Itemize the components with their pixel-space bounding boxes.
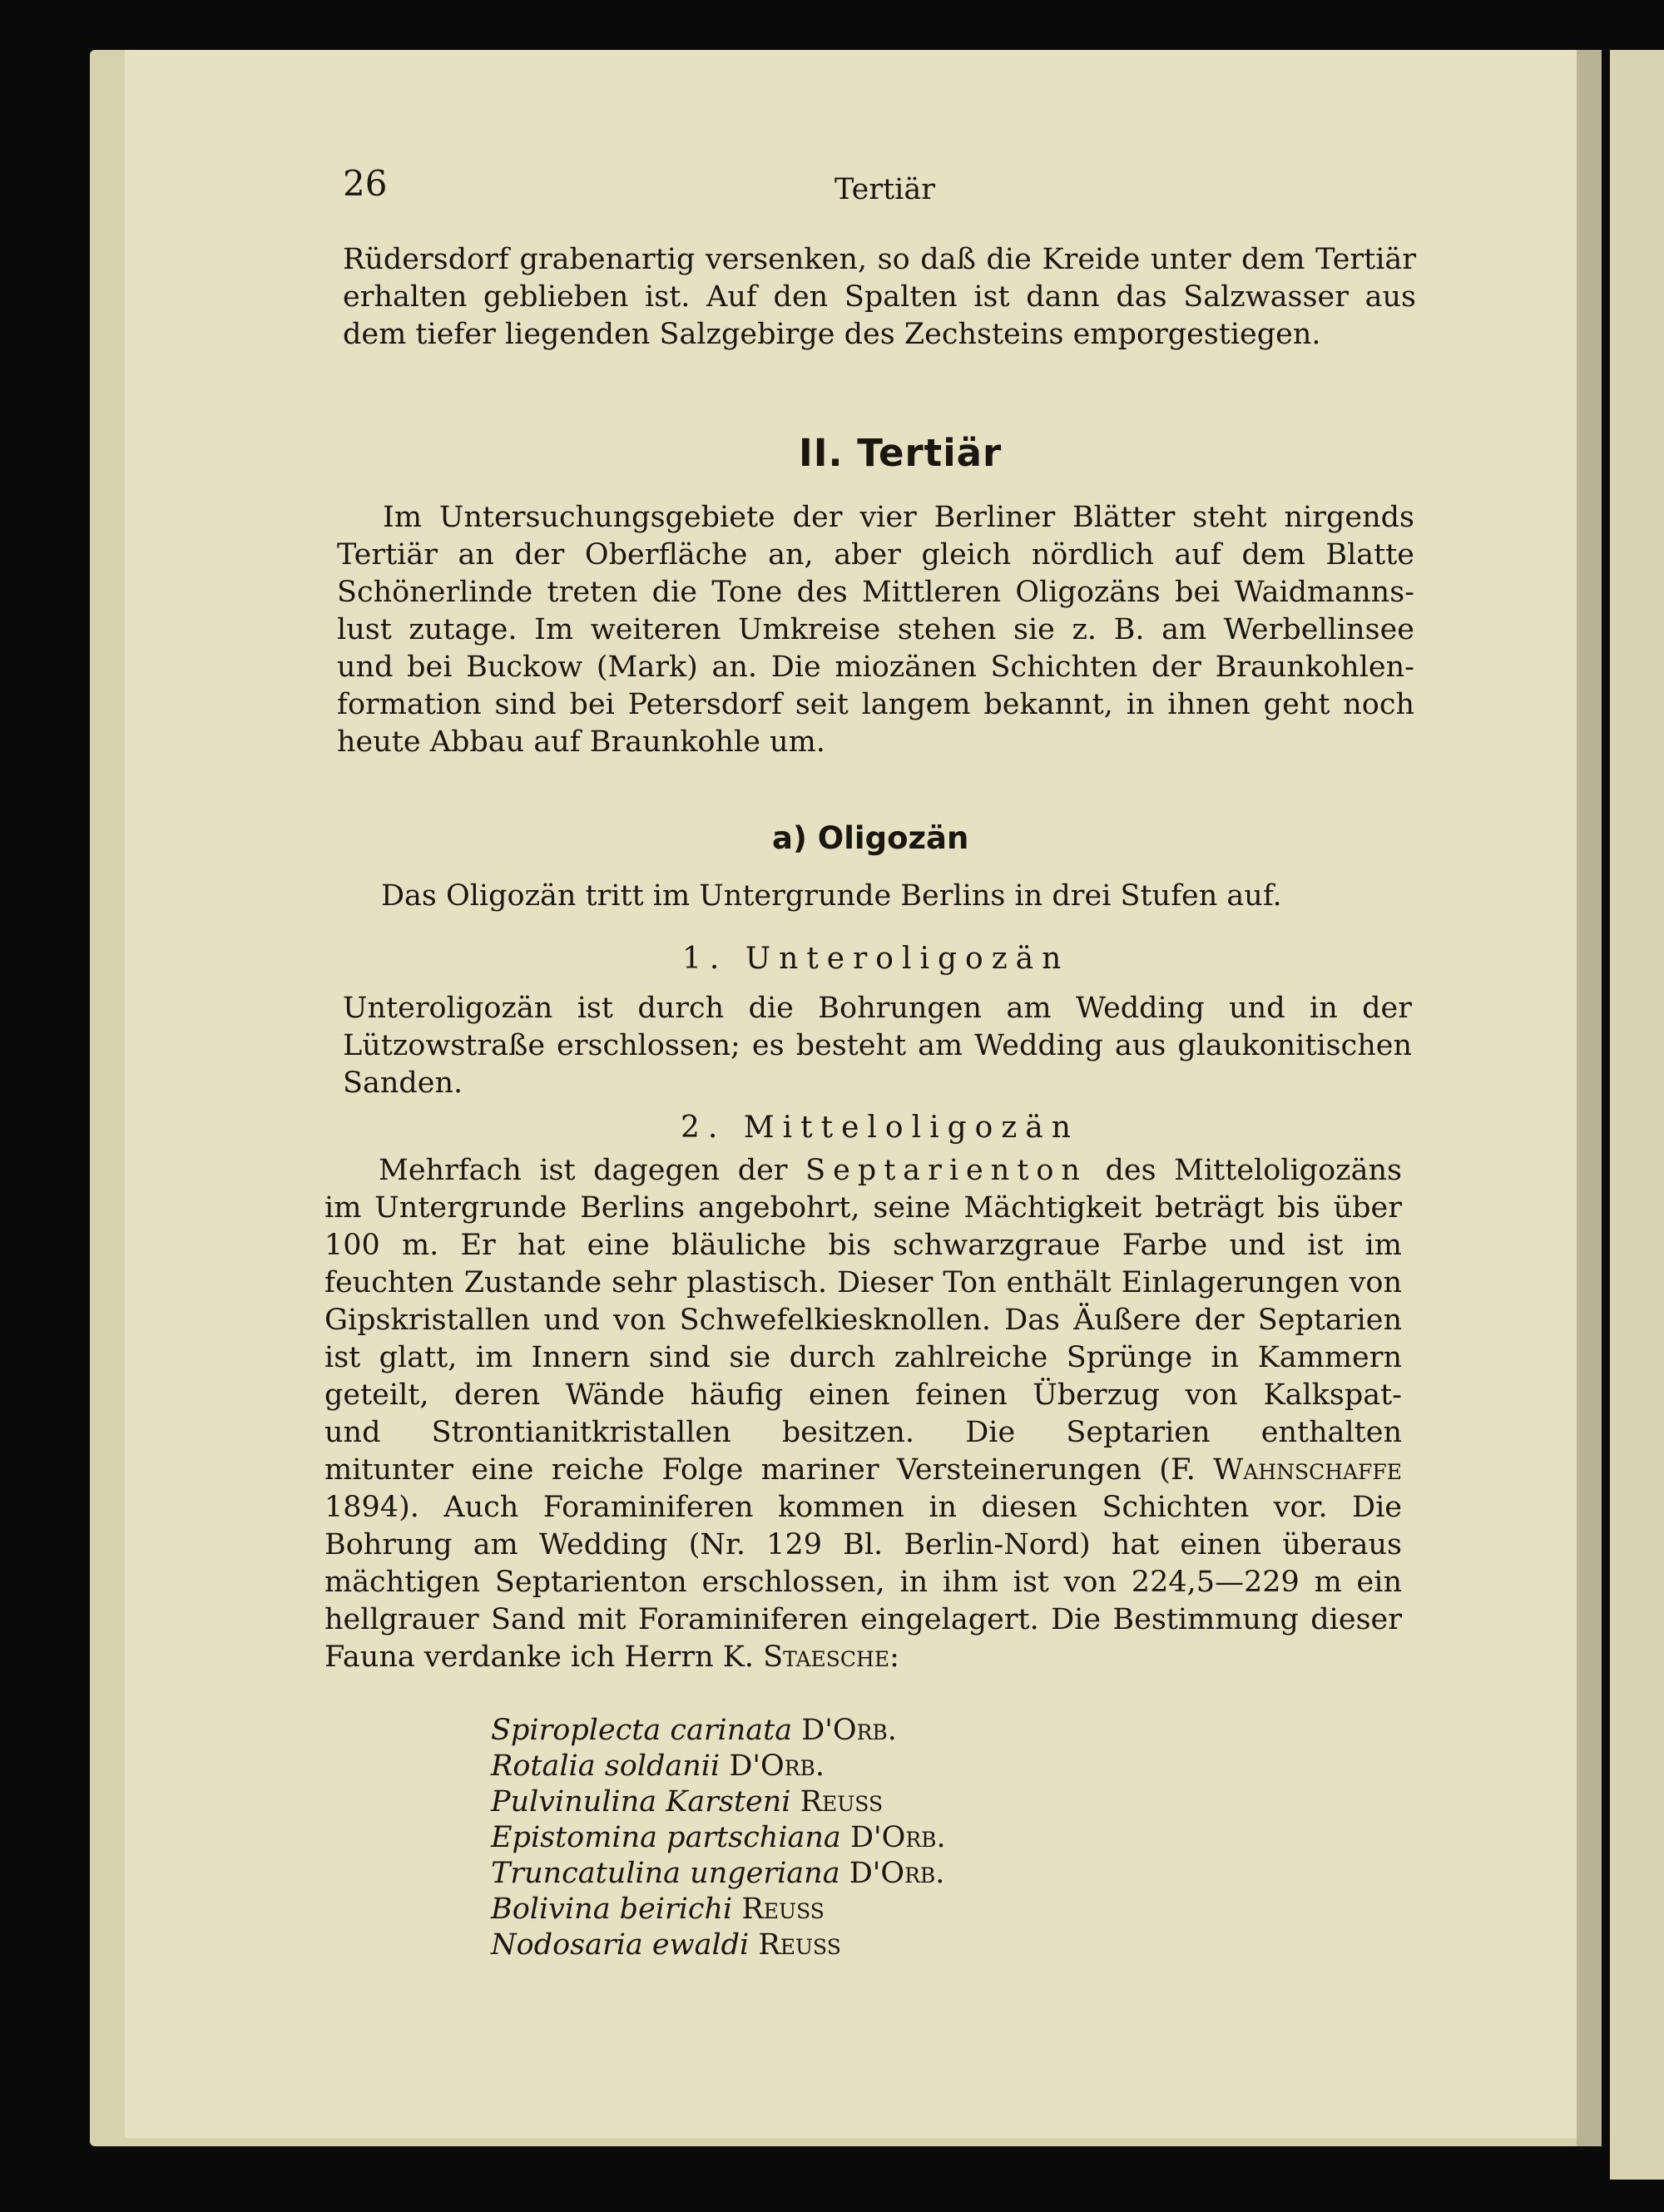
stage1-heading: 1. Unteroligozän	[682, 942, 1070, 976]
stage2-line-1	[379, 1152, 1402, 1190]
intro-line-3: dem tiefer liegenden Salzgebirge des Zechsteins emporgestiegen.	[343, 318, 1321, 351]
stage2-line-4: feuchten Zustande sehr plastisch. Dieser Ton enthält Einlagerungen von	[324, 1266, 1402, 1299]
section-line-2: Tertiär an der Oberfläche an, aber gleich nördlich auf dem Blatte	[337, 538, 1414, 572]
stage2-heading: 2. Mitteloligozän	[681, 1111, 1079, 1145]
stage2-line-11: Bohrung am Wedding (Nr. 129 Bl. Berlin-Nord) hat einen überaus	[324, 1528, 1402, 1561]
intro-line-2: erhalten geblieben ist. Auf den Spalten ist dann das Salzwasser aus	[343, 280, 1416, 314]
stage2-line-12: mächtigen Septarienton erschlossen, in ihm ist von 224,5—229 m ein	[324, 1566, 1402, 1599]
species-item: Truncatulina ungeriana D'Orb.	[491, 1857, 945, 1890]
stage2-line-3: 100 m. Er hat eine bläuliche bis schwarzgraue Farbe und ist im	[324, 1229, 1402, 1262]
species-item: Pulvinulina Karsteni Reuss	[491, 1785, 884, 1819]
stage2-last-start: Fauna verdanke ich Herrn K.	[324, 1640, 755, 1674]
stage2-line-5: Gipskristallen und von Schwefelkiesknollen. Das Äußere der Septarien	[324, 1304, 1402, 1337]
species-item: Rotalia soldanii D'Orb.	[491, 1749, 825, 1783]
stage2-line-8: und Strontianitkristallen besitzen. Die Septarien enthalten	[324, 1416, 1402, 1449]
stage2-line-14	[324, 1639, 1402, 1676]
stage1-line-1: Unteroligozän ist durch die Bohrungen am Wedding und in der	[343, 992, 1412, 1025]
species-item: Epistomina partschiana D'Orb.	[491, 1821, 946, 1854]
species-item: Nodosaria ewaldi Reuss	[491, 1928, 841, 1962]
page-gutter	[1577, 50, 1602, 2146]
running-title: Tertiär	[834, 173, 935, 206]
section-line-7: heute Abbau auf Braunkohle um.	[337, 725, 825, 759]
species-item: Bolivina beirichi Reuss	[491, 1893, 825, 1926]
septarienton-spaced: Septarienton	[805, 1154, 1087, 1187]
subsection-title: a) Oligozän	[772, 820, 969, 856]
stage2-line-13: hellgrauer Sand mit Foraminiferen eingelagert. Die Bestimmung dieser	[324, 1603, 1402, 1636]
stage2-line-1-end: des Mitteloligozäns	[1105, 1154, 1402, 1187]
stage1-line-2: Lützowstraße erschlossen; es besteht am Wedding aus glaukonitischen	[343, 1029, 1412, 1062]
stage2-line-2: im Untergrunde Berlins angebohrt, seine Mächtigkeit beträgt bis über	[324, 1191, 1402, 1225]
intro-line-1: Rüdersdorf grabenartig versenken, so daß die Kreide unter dem Tertiär	[343, 243, 1416, 276]
facing-page-edge	[1610, 50, 1664, 2180]
section-title: II. Tertiär	[799, 431, 1003, 475]
stage2-line-10: 1894). Auch Foraminiferen kommen in diesen Schichten vor. Die	[324, 1491, 1402, 1524]
author-staesche: Staesche:	[763, 1640, 899, 1674]
author-wahnschaffe: Wahnschaffe	[1213, 1453, 1402, 1487]
subsection-intro: Das Oligozän tritt im Untergrunde Berlins in drei Stufen auf.	[381, 879, 1282, 913]
stage2-line-9	[324, 1452, 1402, 1489]
stage2-line-1-start: Mehrfach ist dagegen der	[379, 1154, 788, 1187]
section-line-4: lust zutage. Im weiteren Umkreise stehen sie z. B. am Werbellinsee	[337, 613, 1414, 646]
stage2-line-6: ist glatt, im Innern sind sie durch zahlreiche Sprünge in Kammern	[324, 1341, 1402, 1374]
section-line-1: Im Untersuchungsgebiete der vier Berliner Blätter steht nirgends	[383, 501, 1414, 534]
section-line-5: und bei Buckow (Mark) an. Die miozänen Schichten der Braunkohlen-	[337, 651, 1414, 684]
section-line-6: formation sind bei Petersdorf seit langem bekannt, in ihnen geht noch	[337, 688, 1414, 721]
stage2-ref-start: mitunter eine reiche Folge mariner Versteinerungen (F.	[324, 1453, 1196, 1487]
section-line-3: Schönerlinde treten die Tone des Mittleren Oligozäns bei Waidmanns-	[337, 576, 1414, 609]
stage2-line-7: geteilt, deren Wände häufig einen feinen Überzug von Kalkspat-	[324, 1378, 1402, 1412]
stage1-line-3: Sanden.	[343, 1066, 463, 1100]
species-item: Spiroplecta carinata D'Orb.	[491, 1714, 897, 1747]
page-number: 26	[343, 163, 388, 204]
